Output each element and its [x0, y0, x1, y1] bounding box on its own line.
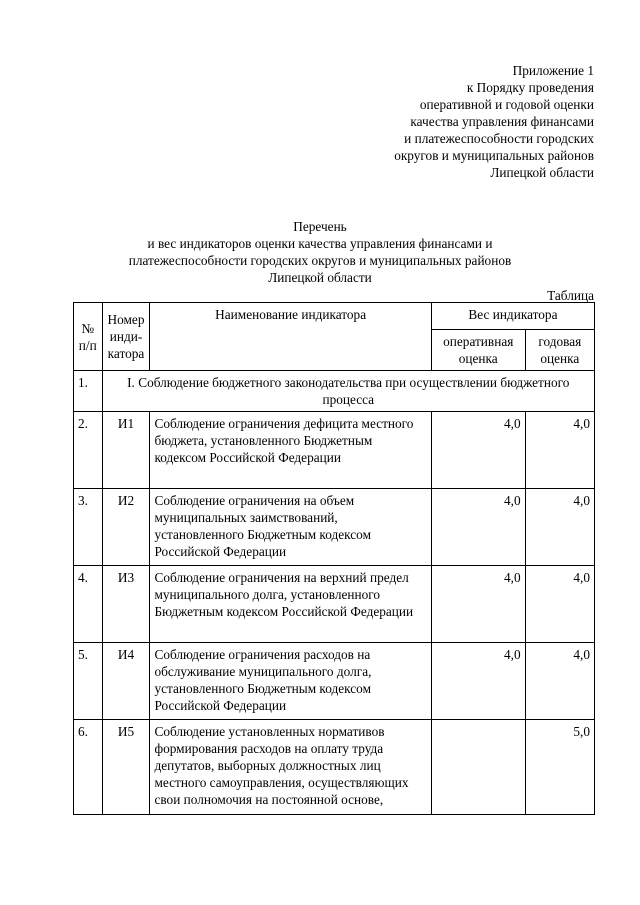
- row-name: Соблюдение ограничения расходов на обслуживание муниципального долга, установленного Бюджетным кодексом Российской Федерации: [150, 643, 431, 720]
- row-code: И2: [102, 489, 150, 566]
- header-name: Наименование индикатора: [150, 303, 431, 371]
- row-num: 3.: [74, 489, 103, 566]
- table-row: [74, 566, 595, 643]
- title-line: Липецкой области: [268, 270, 372, 285]
- row-code: И5: [102, 720, 150, 815]
- header-row: [74, 303, 595, 330]
- row-annual: 4,0: [525, 643, 594, 720]
- row-operative: [431, 720, 525, 815]
- appendix-line: качества управления финансами: [410, 114, 594, 129]
- header-annual: годовая оценка: [525, 330, 594, 371]
- row-annual: 5,0: [525, 720, 594, 815]
- appendix-line: оперативной и годовой оценки: [419, 97, 594, 112]
- row-name: Соблюдение ограничения на объем муниципальных заимствований, установленного Бюджетным кодексом Российской Федерации: [150, 489, 431, 566]
- row-num: 6.: [74, 720, 103, 815]
- row-code: И4: [102, 643, 150, 720]
- title-line: и вес индикаторов оценки качества управления финансами и: [147, 236, 493, 251]
- appendix-header: [394, 62, 594, 181]
- table-row: [74, 412, 595, 489]
- row-num: 4.: [74, 566, 103, 643]
- row-annual: 4,0: [525, 412, 594, 489]
- indicators-table: [73, 302, 595, 815]
- header-num: № п/п: [74, 303, 103, 371]
- header-weight: Вес индикатора: [431, 303, 594, 330]
- row-operative: 4,0: [431, 566, 525, 643]
- row-annual: 4,0: [525, 566, 594, 643]
- row-num: 2.: [74, 412, 103, 489]
- title-line: Перечень: [293, 219, 347, 234]
- row-operative: 4,0: [431, 643, 525, 720]
- document-title: [0, 218, 640, 286]
- row-operative: 4,0: [431, 489, 525, 566]
- title-line: платежеспособности городских округов и муниципальных районов: [128, 253, 512, 268]
- appendix-line: Приложение 1: [512, 63, 594, 78]
- row-operative: 4,0: [431, 412, 525, 489]
- row-code: И1: [102, 412, 150, 489]
- row-name: Соблюдение ограничения дефицита местного бюджета, установленного Бюджетным кодексом Российской Федерации: [150, 412, 431, 489]
- header-operative: оперативная оценка: [431, 330, 525, 371]
- row-name: Соблюдение установленных нормативов формирования расходов на оплату труда депутатов, выборных должностных лиц местного самоуправления, осуществляющих свои полномочия на постоянной основе,: [150, 720, 431, 815]
- row-name: Соблюдение ограничения на верхний предел муниципального долга, установленного Бюджетным кодексом Российской Федерации: [150, 566, 431, 643]
- appendix-line: Липецкой области: [490, 165, 594, 180]
- table-label: Таблица: [547, 288, 594, 303]
- appendix-line: и платежеспособности городских: [404, 131, 594, 146]
- row-num: 5.: [74, 643, 103, 720]
- header-code: Номер инди- катора: [102, 303, 150, 371]
- appendix-line: округов и муниципальных районов: [394, 148, 594, 163]
- table-row: [74, 643, 595, 720]
- table-row: [74, 489, 595, 566]
- appendix-line: к Порядку проведения: [466, 80, 594, 95]
- table-row: [74, 720, 595, 815]
- row-code: И3: [102, 566, 150, 643]
- row-annual: 4,0: [525, 489, 594, 566]
- section-row: [74, 371, 595, 412]
- section-num: 1.: [74, 371, 103, 412]
- section-title: I. Соблюдение бюджетного законодательства при осуществлении бюджетного процесса: [102, 371, 594, 412]
